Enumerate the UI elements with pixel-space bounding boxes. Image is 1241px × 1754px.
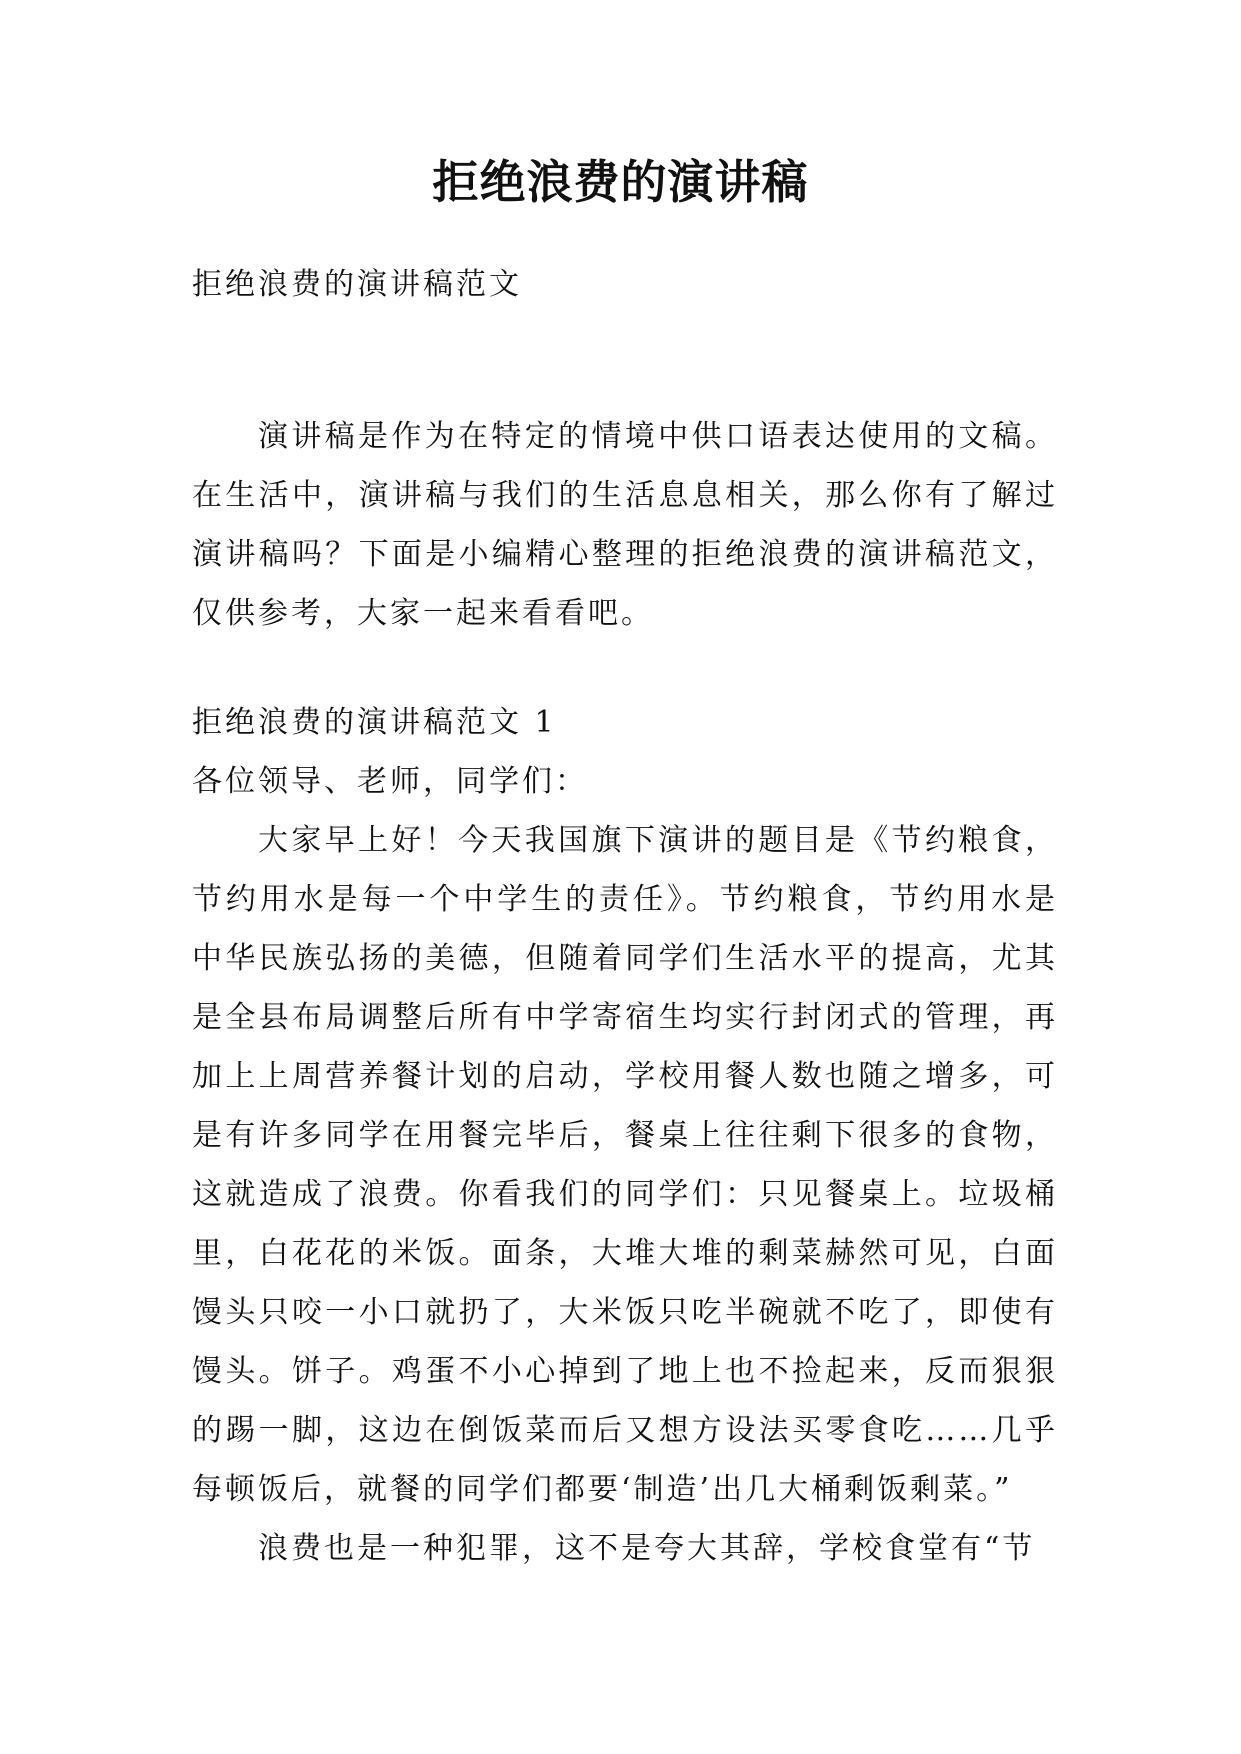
intro-block [192,407,1058,643]
body-paragraph-1: 大家早上好！今天我国旗下演讲的题目是《节约粮食，节约用水是每一个中学生的责任》。节约粮食，节约用水是中华民族弘扬的美德，但随着同学们生活水平的提高，尤其是全县布局调整后所有中学寄宿生均实行封闭式的管理，再加上上周营养餐计划的启动，学校用餐人数也随之增多，可是有许多同学在用餐完毕后，餐桌上往往剩下很多的食物，这就造成了浪费。你看我们的同学们：只见餐桌上。垃圾桶里，白花花的米饭。面条，大堆大堆的剩菜赫然可见，白面馒头只咬一小口就扔了，大米饭只吃半碗就不吃了，即使有馒头。饼子。鸡蛋不小心掉到了地上也不捡起来，反而狠狠的踢一脚，这边在倒饭菜而后又想方设法买零食吃……几乎每顿饭后，就餐的同学们都要‘制造’出几大桶剩饭剩菜。” [192,823,1058,1507]
document-title: 拒绝浪费的演讲稿 [432,155,809,209]
document-subtitle: 拒绝浪费的演讲稿范文 [192,267,522,302]
section-heading: 拒绝浪费的演讲稿范文 1 [192,705,557,740]
body-paragraph-2: 浪费也是一种犯罪，这不是夸大其辞，学校食堂有“节 [258,1531,1036,1566]
intro-paragraph: 演讲稿是作为在特定的情境中供口语表达使用的文稿。在生活中，演讲稿与我们的生活息息相关，那么你有了解过演讲稿吗？下面是小编精心整理的拒绝浪费的演讲稿范文，仅供参考，大家一起来看看吧。 [192,419,1058,631]
section-block [192,693,1058,1578]
salutation: 各位领导、老师，同学们： [192,764,588,799]
